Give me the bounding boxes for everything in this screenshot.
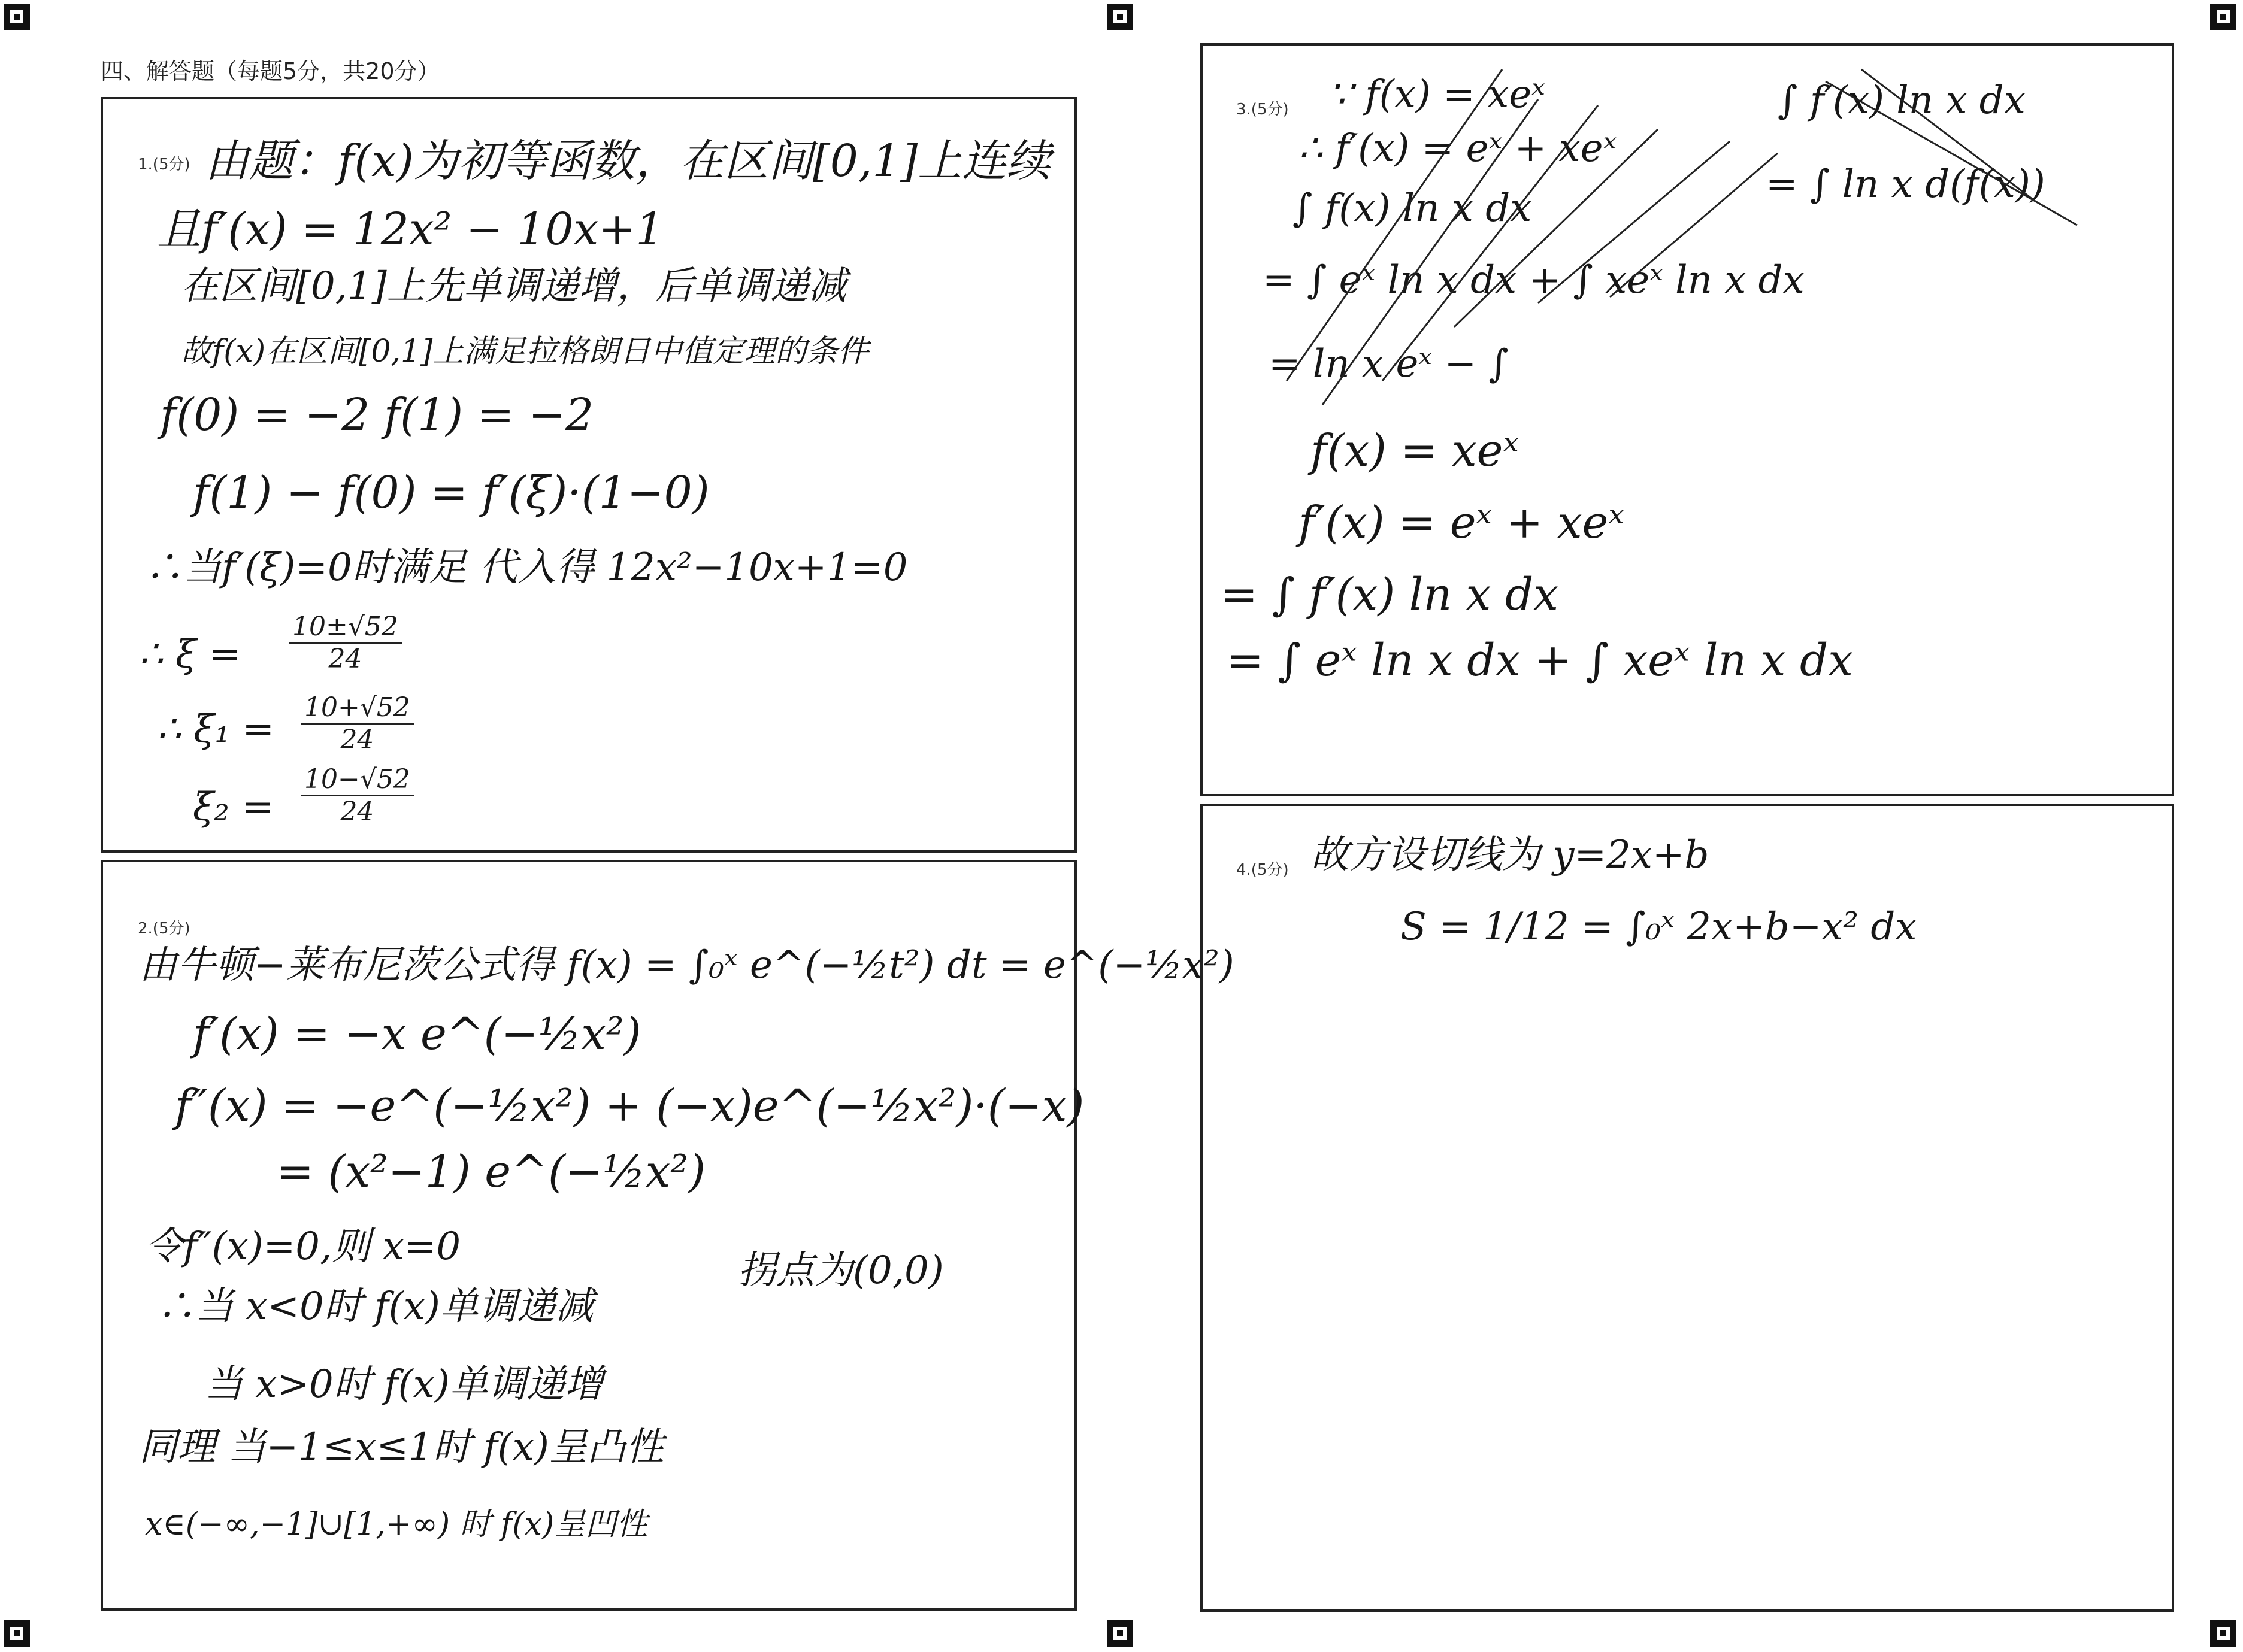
q1-xi-denominator: 24 bbox=[328, 644, 362, 674]
section-title: 四、解答题（每题5分，共20分） bbox=[101, 58, 440, 84]
q1-xi2-numerator: 10−√52 bbox=[301, 764, 414, 796]
q4-line-2: S = 1/12 = ∫₀ˣ 2x+b−x² dx bbox=[1400, 905, 1917, 949]
q1-xi1-denominator: 24 bbox=[340, 725, 374, 755]
q1-xi2-fraction bbox=[301, 764, 414, 827]
registration-marker-bottom-left bbox=[4, 1620, 30, 1647]
answer-box-q3 bbox=[1200, 43, 2174, 796]
q4-line-1: 故方设切线为 y=2x+b bbox=[1310, 833, 1709, 877]
q1-xi-numerator: 10±√52 bbox=[289, 611, 402, 644]
registration-marker-top-center bbox=[1107, 4, 1133, 30]
q3-struck-line-3: ∫ f(x) ln x dx bbox=[1292, 186, 1532, 231]
q3-struck-right-1: ∫ f′(x) ln x dx bbox=[1778, 78, 2026, 123]
q3-struck-line-1: ∵ f(x) = xeˣ bbox=[1328, 72, 1545, 117]
q1-xi-prefix: ∴ ξ = bbox=[139, 632, 241, 677]
q2-line-6: ∴当 x<0时 f(x)单调递减 bbox=[157, 1284, 594, 1329]
registration-marker-bottom-center bbox=[1107, 1620, 1133, 1647]
q1-xi2-denominator: 24 bbox=[340, 796, 374, 827]
answer-box-q2 bbox=[101, 860, 1234, 1611]
q2-line-8: 同理 当−1≤x≤1时 f(x)呈凸性 bbox=[139, 1425, 664, 1469]
q2-side-note: 拐点为(0,0) bbox=[738, 1248, 944, 1293]
q1-xi1-fraction bbox=[301, 692, 414, 755]
q1-line-2: 且f′(x) = 12x² − 10x+1 bbox=[157, 204, 664, 255]
q2-line-9: x∈(−∞,−1]∪[1,+∞) 时 f(x)呈凹性 bbox=[145, 1506, 648, 1542]
q1-xi2-prefix: ξ₂ = bbox=[193, 785, 274, 829]
q2-line-7: 当 x>0时 f(x)单调递增 bbox=[205, 1362, 603, 1407]
q1-line-3: 在区间[0,1]上先单调递增，后单调递减 bbox=[181, 264, 847, 308]
question-label-q4: 4.(5分) bbox=[1236, 861, 1289, 879]
q2-line-4: = (x²−1) e^(−½x²) bbox=[277, 1146, 706, 1198]
q1-xi1-prefix: ∴ ξ₁ = bbox=[157, 707, 274, 751]
q1-line-4: 故f(x)在区间[0,1]上满足拉格朗日中值定理的条件 bbox=[181, 334, 869, 369]
q3-line-1: f(x) = xeˣ bbox=[1310, 425, 1519, 477]
q1-xi1-numerator: 10+√52 bbox=[301, 692, 414, 725]
q3-line-3: = ∫ f′(x) ln x dx bbox=[1221, 569, 1558, 620]
q1-line-1: 由题：f(x)为初等函数，在区间[0,1]上连续 bbox=[205, 135, 1051, 187]
answer-box-q1 bbox=[101, 97, 1077, 853]
registration-marker-top-right bbox=[2210, 4, 2236, 30]
q3-struck-line-5: = ln x eˣ − ∫ bbox=[1269, 342, 1509, 386]
question-label-q3: 3.(5分) bbox=[1236, 101, 1289, 119]
question-label-q1: 1.(5分) bbox=[138, 156, 190, 174]
q2-line-2: f′(x) = −x e^(−½x²) bbox=[193, 1008, 641, 1060]
q1-xi-fraction bbox=[289, 611, 402, 674]
q1-line-6: f(1) − f(0) = f′(ξ)·(1−0) bbox=[193, 467, 710, 519]
answer-box-q4 bbox=[1200, 804, 2174, 1612]
q3-line-4: = ∫ eˣ ln x dx + ∫ xeˣ ln x dx bbox=[1227, 635, 1854, 686]
question-label-q2: 2.(5分) bbox=[138, 920, 190, 938]
q1-line-7: ∴当f′(ξ)=0时满足 代入得 12x²−10x+1=0 bbox=[145, 545, 908, 590]
q2-line-5: 令f″(x)=0,则 x=0 bbox=[145, 1224, 461, 1269]
q2-line-3: f″(x) = −e^(−½x²) + (−x)e^(−½x²)·(−x) bbox=[175, 1080, 1085, 1132]
q3-struck-line-2: ∴ f′(x) = eˣ + xeˣ bbox=[1298, 126, 1617, 171]
q3-struck-right-2: = ∫ ln x d(f(x)) bbox=[1766, 162, 2045, 207]
q3-line-2: f′(x) = eˣ + xeˣ bbox=[1298, 497, 1624, 548]
registration-marker-bottom-right bbox=[2210, 1620, 2236, 1647]
q2-line-1: 由牛顿−莱布尼茨公式得 f(x) = ∫₀ˣ e^(−½t²) dt = e^(−½x²) bbox=[139, 943, 1234, 987]
q1-line-5: f(0) = −2 f(1) = −2 bbox=[160, 389, 594, 441]
q3-struck-line-4: = ∫ eˣ ln x dx + ∫ xeˣ ln x dx bbox=[1263, 258, 1805, 302]
registration-marker-top-left bbox=[4, 4, 30, 30]
